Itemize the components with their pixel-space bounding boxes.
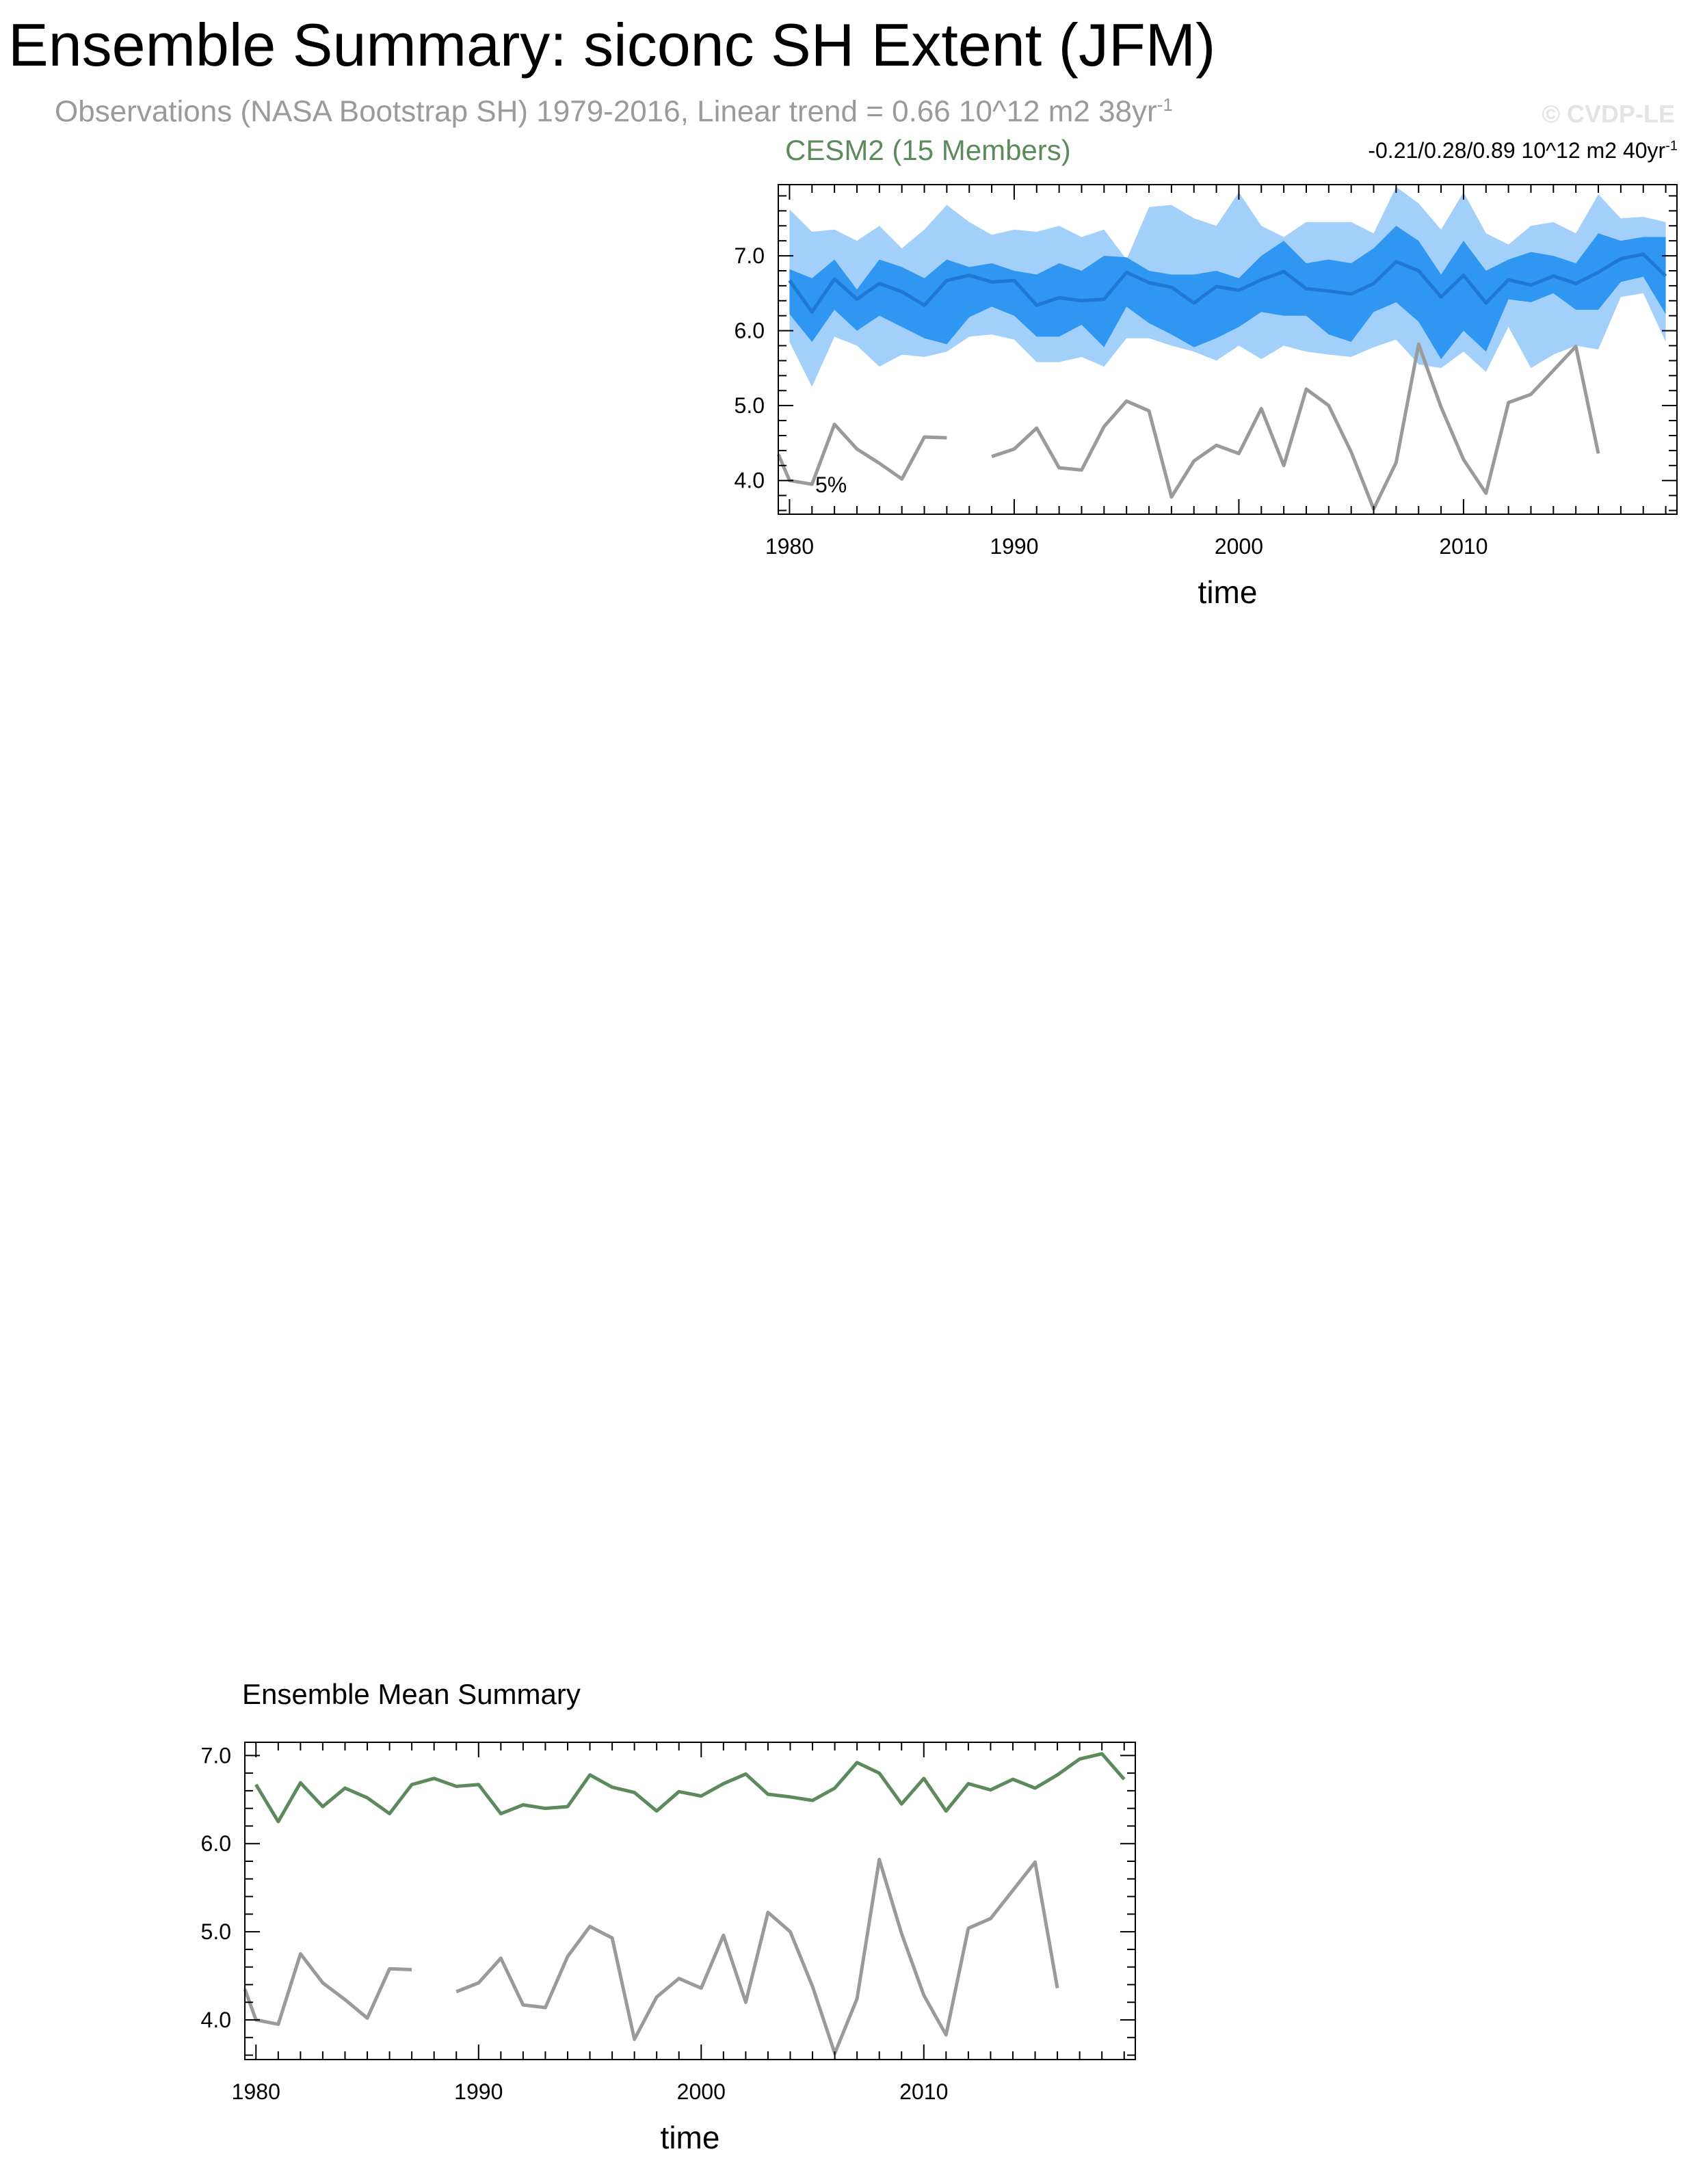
- ensmean-observations-line: [456, 1859, 1057, 2053]
- ensmean-x-tick-label: 2000: [676, 2079, 726, 2104]
- members-x-tick-label: 2000: [1214, 534, 1264, 559]
- members-y-tick-label: 4.0: [734, 468, 765, 493]
- observations-line: [778, 425, 947, 485]
- ensmean-cesm2-line: [256, 1754, 1124, 1822]
- ensmean-plot-frame: [245, 1742, 1135, 2060]
- page-title: Ensemble Summary: siconc SH Extent (JFM): [8, 11, 1216, 79]
- observations-subtitle-text: Observations (NASA Bootstrap SH) 1979-2016, Linear trend = 0.66 10^12 m2 38yr: [55, 94, 1157, 129]
- observations-subtitle-exponent: -1: [1157, 94, 1173, 115]
- members-y-tick-label: 5.0: [734, 393, 765, 418]
- ensmean-observations-line: [245, 1954, 412, 2024]
- members-x-tick-label: 2010: [1439, 534, 1488, 559]
- model-panel-title: CESM2 (15 Members): [785, 134, 1071, 166]
- ensmean-x-tick-label: 2010: [899, 2079, 949, 2104]
- observations-line: [992, 344, 1598, 509]
- ensmean-y-tick-label: 6.0: [200, 1831, 231, 1856]
- ensmean-x-tick-label: 1980: [231, 2079, 280, 2104]
- members-y-tick-label: 7.0: [734, 243, 765, 269]
- ensmean-y-tick-label: 4.0: [200, 2008, 231, 2032]
- ensmean-x-axis-title: time: [660, 2120, 720, 2155]
- ensemble-mean-panel-title: Ensemble Mean Summary: [242, 1678, 581, 1710]
- members-x-axis-title: time: [1198, 574, 1258, 610]
- copyright-watermark: © CVDP-LE: [1542, 100, 1675, 128]
- members-x-tick-label: 1980: [765, 534, 815, 559]
- members-y-tick-label: 6.0: [734, 318, 765, 343]
- members-x-tick-label: 1990: [990, 534, 1039, 559]
- trend-range-text: -0.21/0.28/0.89 10^12 m2 40yr: [1368, 138, 1666, 163]
- ensmean-y-tick-label: 7.0: [200, 1743, 231, 1768]
- significance-annotation: 5%: [815, 472, 847, 497]
- ensmean-x-tick-label: 1990: [454, 2079, 503, 2104]
- trend-range-exponent: -1: [1665, 138, 1678, 154]
- ensmean-y-tick-label: 5.0: [200, 1919, 231, 1945]
